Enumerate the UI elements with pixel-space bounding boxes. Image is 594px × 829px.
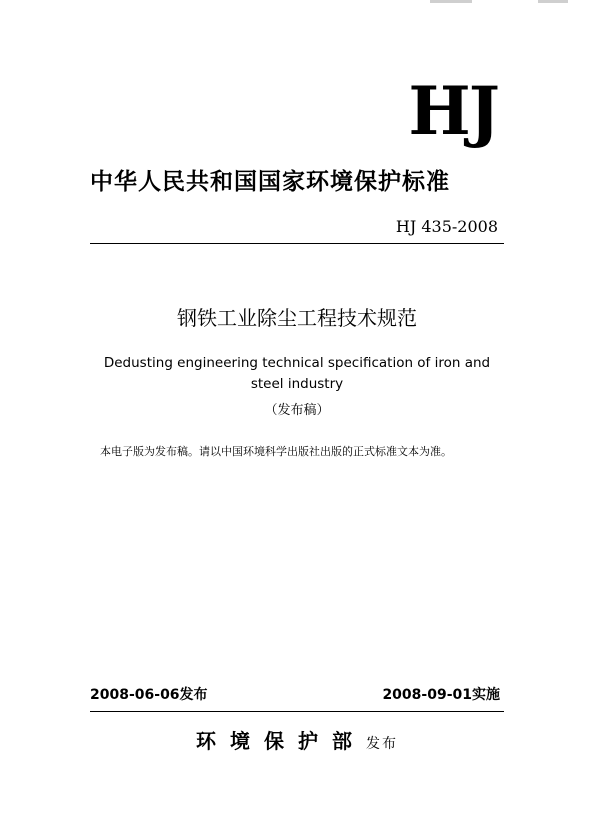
standard-category: 中华人民共和国国家环境保护标准 — [90, 169, 450, 195]
issuer-suffix: 发布 — [366, 736, 398, 752]
hj-logo: HJ — [408, 72, 498, 150]
issuer-name: 环境保护部 — [196, 729, 366, 753]
issue-date: 2008-06-06发布 — [90, 687, 208, 703]
header-divider — [90, 243, 504, 244]
title-chinese: 钢铁工业除尘工程技术规范 — [177, 306, 417, 330]
note-text: 本电子版为发布稿。请以中国环境科学出版社出版的正式标准文本为准。 — [100, 445, 452, 458]
header-marks — [0, 0, 594, 8]
footer-divider — [90, 711, 504, 712]
standard-number: HJ 435-2008 — [395, 217, 498, 236]
title-english: Dedusting engineering technical specification of iron and steel industry — [103, 355, 491, 392]
effective-date: 2008-09-01实施 — [382, 687, 500, 703]
issuer-line — [0, 729, 594, 753]
draft-label: （发布稿） — [264, 403, 330, 418]
